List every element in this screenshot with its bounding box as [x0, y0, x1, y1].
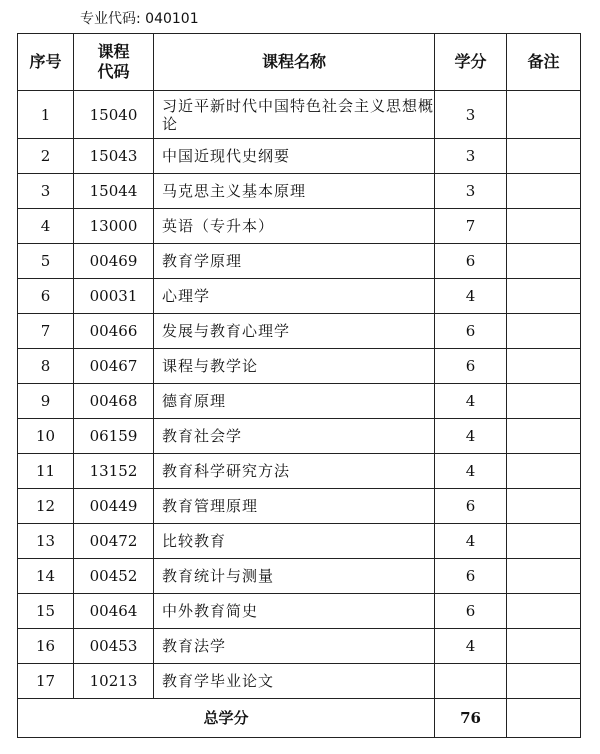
cell-seq: 15	[18, 594, 74, 629]
major-code-value: 040101	[145, 11, 199, 27]
cell-code: 06159	[74, 419, 154, 454]
cell-course-name: 德育原理	[154, 384, 435, 419]
cell-seq: 7	[18, 314, 74, 349]
cell-code: 15044	[74, 174, 154, 209]
cell-credits: 6	[435, 594, 507, 629]
table-row	[18, 244, 581, 279]
cell-seq: 2	[18, 139, 74, 174]
cell-code: 00468	[74, 384, 154, 419]
cell-course-name: 发展与教育心理学	[154, 314, 435, 349]
cell-seq: 14	[18, 559, 74, 594]
cell-credits: 7	[435, 209, 507, 244]
cell-code: 00031	[74, 279, 154, 314]
cell-notes	[507, 664, 581, 699]
cell-notes	[507, 489, 581, 524]
header-code	[74, 34, 154, 91]
cell-notes	[507, 174, 581, 209]
table-header-row	[18, 34, 581, 91]
cell-notes	[507, 524, 581, 559]
table-row	[18, 559, 581, 594]
table-row	[18, 279, 581, 314]
cell-seq: 4	[18, 209, 74, 244]
table-row	[18, 524, 581, 559]
table-row	[18, 209, 581, 244]
cell-notes	[507, 384, 581, 419]
cell-course-name: 教育学原理	[154, 244, 435, 279]
cell-notes	[507, 139, 581, 174]
cell-seq: 1	[18, 91, 74, 139]
table-row	[18, 489, 581, 524]
table-row	[18, 91, 581, 139]
cell-notes	[507, 419, 581, 454]
cell-notes	[507, 314, 581, 349]
cell-notes	[507, 209, 581, 244]
cell-course-name: 课程与教学论	[154, 349, 435, 384]
cell-code: 00464	[74, 594, 154, 629]
table-row	[18, 594, 581, 629]
cell-code: 10213	[74, 664, 154, 699]
header-seq: 序号	[18, 34, 74, 91]
cell-credits: 4	[435, 279, 507, 314]
cell-seq: 5	[18, 244, 74, 279]
table-row	[18, 174, 581, 209]
cell-notes	[507, 244, 581, 279]
cell-seq: 10	[18, 419, 74, 454]
cell-course-name: 马克思主义基本原理	[154, 174, 435, 209]
cell-notes	[507, 629, 581, 664]
table-row	[18, 419, 581, 454]
table-row	[18, 139, 581, 174]
total-label: 总学分	[18, 699, 435, 738]
cell-credits: 6	[435, 314, 507, 349]
cell-seq: 12	[18, 489, 74, 524]
cell-credits: 4	[435, 524, 507, 559]
cell-code: 00469	[74, 244, 154, 279]
cell-course-name: 中国近现代史纲要	[154, 139, 435, 174]
table-row	[18, 629, 581, 664]
table-row	[18, 664, 581, 699]
cell-credits: 3	[435, 91, 507, 139]
cell-course-name: 教育科学研究方法	[154, 454, 435, 489]
cell-course-name: 心理学	[154, 279, 435, 314]
cell-course-name: 英语（专升本）	[154, 209, 435, 244]
cell-credits	[435, 664, 507, 699]
cell-notes	[507, 91, 581, 139]
cell-notes	[507, 349, 581, 384]
cell-credits: 6	[435, 244, 507, 279]
cell-seq: 3	[18, 174, 74, 209]
header-code-line1: 课程	[97, 42, 130, 61]
header-credits: 学分	[435, 34, 507, 91]
cell-course-name: 中外教育简史	[154, 594, 435, 629]
cell-seq: 16	[18, 629, 74, 664]
total-row	[18, 699, 581, 738]
cell-notes	[507, 594, 581, 629]
cell-course-name: 习近平新时代中国特色社会主义思想概论	[154, 91, 435, 139]
header-code-line2: 代码	[97, 62, 130, 81]
table-row	[18, 384, 581, 419]
cell-code: 15043	[74, 139, 154, 174]
cell-credits: 3	[435, 174, 507, 209]
cell-course-name: 教育社会学	[154, 419, 435, 454]
total-notes	[507, 699, 581, 738]
cell-course-name: 教育管理原理	[154, 489, 435, 524]
cell-seq: 11	[18, 454, 74, 489]
cell-seq: 6	[18, 279, 74, 314]
cell-code: 13000	[74, 209, 154, 244]
cell-credits: 3	[435, 139, 507, 174]
cell-course-name: 教育统计与测量	[154, 559, 435, 594]
header-notes: 备注	[507, 34, 581, 91]
cell-code: 00467	[74, 349, 154, 384]
cell-code: 13152	[74, 454, 154, 489]
major-code-line	[80, 8, 199, 28]
cell-credits: 6	[435, 559, 507, 594]
table-row	[18, 349, 581, 384]
course-table	[17, 33, 581, 738]
cell-credits: 4	[435, 629, 507, 664]
cell-course-name: 教育法学	[154, 629, 435, 664]
cell-credits: 4	[435, 419, 507, 454]
total-credits: 76	[435, 699, 507, 738]
cell-seq: 9	[18, 384, 74, 419]
cell-seq: 17	[18, 664, 74, 699]
cell-code: 00466	[74, 314, 154, 349]
cell-code: 15040	[74, 91, 154, 139]
cell-code: 00472	[74, 524, 154, 559]
cell-seq: 8	[18, 349, 74, 384]
cell-notes	[507, 454, 581, 489]
cell-credits: 4	[435, 384, 507, 419]
cell-credits: 4	[435, 454, 507, 489]
cell-code: 00452	[74, 559, 154, 594]
cell-code: 00449	[74, 489, 154, 524]
header-name: 课程名称	[154, 34, 435, 91]
cell-credits: 6	[435, 349, 507, 384]
cell-credits: 6	[435, 489, 507, 524]
cell-notes	[507, 559, 581, 594]
cell-seq: 13	[18, 524, 74, 559]
cell-course-name: 比较教育	[154, 524, 435, 559]
cell-code: 00453	[74, 629, 154, 664]
major-code-label: 专业代码:	[80, 11, 141, 27]
table-row	[18, 314, 581, 349]
table-row	[18, 454, 581, 489]
cell-course-name: 教育学毕业论文	[154, 664, 435, 699]
cell-notes	[507, 279, 581, 314]
